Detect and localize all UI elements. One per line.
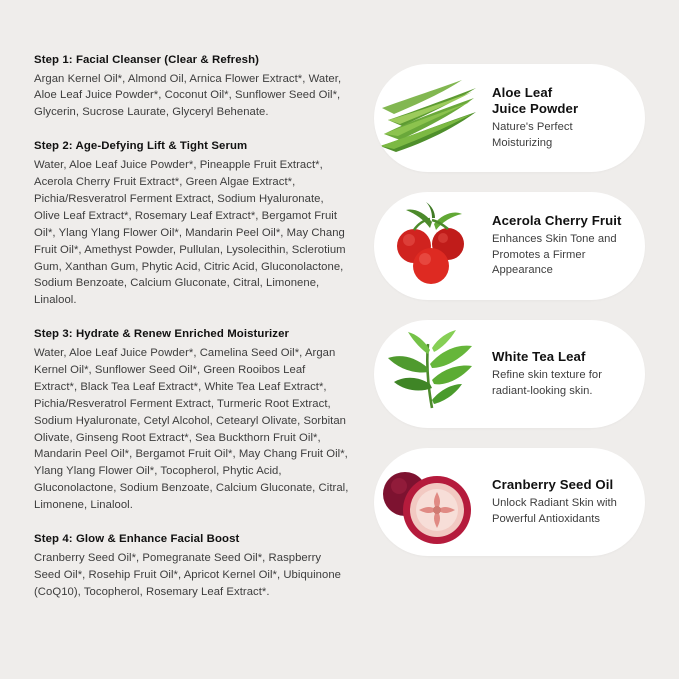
acerola-cherry-image <box>374 192 486 300</box>
ingredient-step <box>34 138 350 309</box>
aloe-leaf-image <box>374 64 486 172</box>
white-tea-leaf-image <box>374 320 486 428</box>
step-title: Step 2: Age-Defying Lift & Tight Serum <box>34 140 248 153</box>
card-title: Acerola Cherry Fruit <box>492 213 622 229</box>
card-subtitle: Refine skin texture for radiant-looking skin. <box>492 369 602 397</box>
ingredient-step <box>34 326 350 514</box>
card-text <box>486 349 645 399</box>
step-ingredient-list: Water, Aloe Leaf Juice Powder*, Camelina Seed Oil*, Argan Kernel Oil*, Sunflower Seed Oil*, Green Rooibos Leaf Extract*, Black Tea Leaf Extract*, White Tea Leaf Extract*, Pichia/Resveratrol Ferment Extract, Turmeric Root Extract, Sodium Hyaluronate, Cetyl Alcohol, Cetearyl Olivate, Sorbitan Olivate, Ginseng Root Extract*, Sea Buckthorn Fruit Oil*, Mandarin Peel Oil*, Bergamot Fruit Oil*, May Chang Fruit Oil*, Ylang Ylang Flower Oil*, Tocopherol, Phytic Acid, Gluconolactone, Sodium Benzoate, Calcium Gluconate, Citral, Limonene, Linalool. <box>34 346 349 512</box>
highlight-card-acerola <box>374 192 645 300</box>
highlight-card-white-tea <box>374 320 645 428</box>
highlights-column <box>364 52 645 649</box>
step-title: Step 3: Hydrate & Renew Enriched Moisturizer <box>34 328 290 341</box>
cranberry-image <box>374 448 486 556</box>
step-title: Step 1: Facial Cleanser (Clear & Refresh) <box>34 54 260 66</box>
step-ingredient-list: Water, Aloe Leaf Juice Powder*, Pineapple Fruit Extract*, Acerola Cherry Fruit Extract*, Green Algae Extract*, Pichia/Resveratrol Ferment Extract, Sodium Hyaluronate, Olive Leaf Extract*, Rosemary Leaf Extract*, Bergamot Fruit Oil*, Ylang Ylang Flower Oil*, Mandarin Peel Oil*, May Chang Fruit Oil*, Amethyst Powder, Pullulan, Lysolecithin, Sclerotium Gum, Xanthan Gum, Phytic Acid, Citric Acid, Gluconolactone, Sodium Benzoate, Calcium Gluconate, Citral, Limonene, Linalool. <box>34 158 346 307</box>
highlight-card-cranberry <box>374 448 645 556</box>
step-ingredient-list: Argan Kernel Oil*, Almond Oil, Arnica Flower Extract*, Water, Aloe Leaf Juice Powder*, Coconut Oil*, Sunflower Seed Oil*, Glycerin, Sucrose Laurate, Glyceryl Behenate. <box>34 72 342 119</box>
step-ingredient-list: Cranberry Seed Oil*, Pomegranate Seed Oil*, Raspberry Seed Oil*, Rosehip Fruit Oil*, Apricot Kernel Oil*, Ubiquinone (CoQ10), Tocopherol, Rosemary Leaf Extract*. <box>34 551 342 598</box>
card-text <box>486 85 592 151</box>
card-subtitle: Nature's Perfect Moisturizing <box>492 121 573 149</box>
ingredient-step <box>34 52 350 121</box>
card-title: Aloe Leaf Juice Powder <box>492 84 579 117</box>
card-subtitle: Unlock Radiant Skin with Powerful Antioxidants <box>492 497 617 525</box>
card-title: White Tea Leaf <box>492 349 586 364</box>
card-title: Cranberry Seed Oil <box>492 477 614 492</box>
card-text <box>486 213 645 278</box>
step-title: Step 4: Glow & Enhance Facial Boost <box>34 533 240 546</box>
ingredient-step <box>34 531 350 600</box>
highlight-card-aloe <box>374 64 645 172</box>
card-subtitle: Enhances Skin Tone and Promotes a Firmer Appearance <box>492 233 617 277</box>
ingredients-column <box>34 52 364 649</box>
card-text <box>486 477 645 527</box>
